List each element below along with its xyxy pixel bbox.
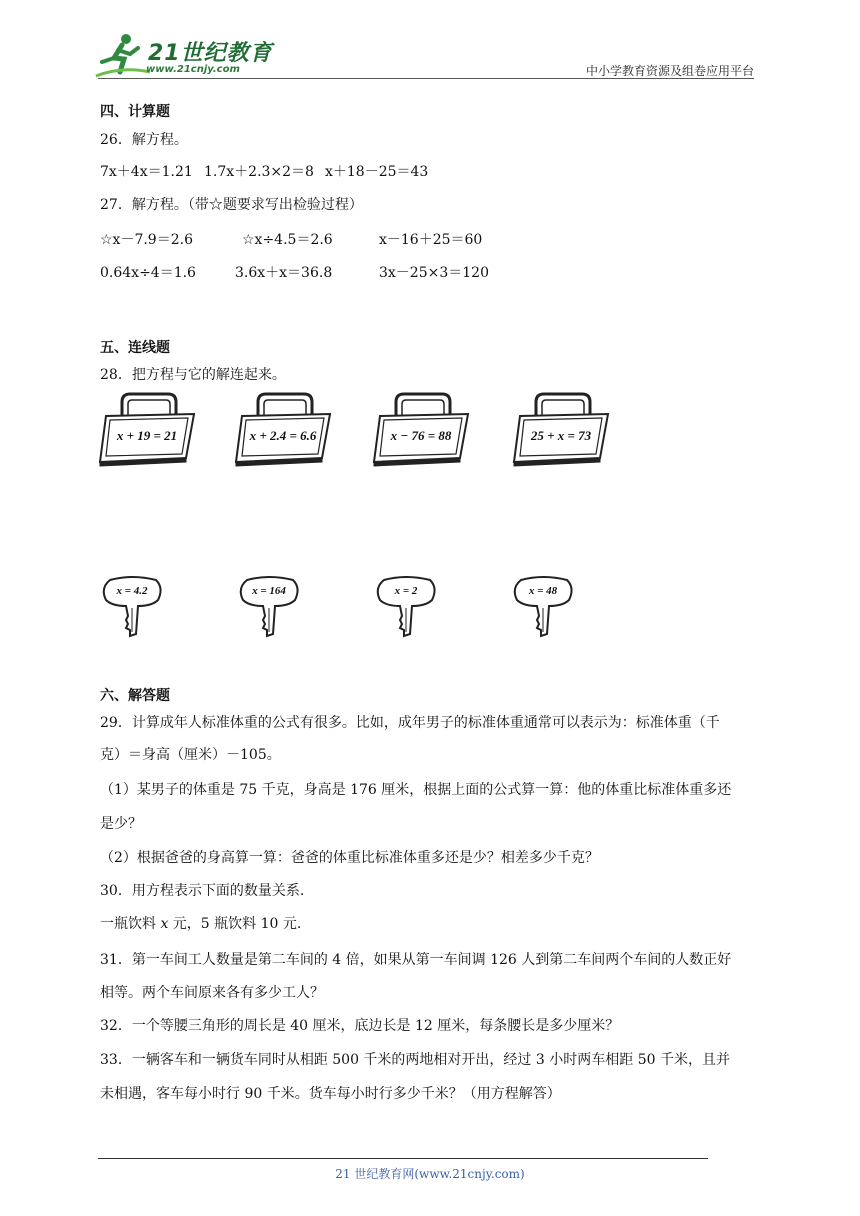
- q27-eq-5: 3.6x＋x＝36.8: [235, 265, 333, 281]
- runner-logo-icon: [92, 32, 152, 80]
- section6-title: 六、解答题: [100, 688, 170, 704]
- q28-label: 28．把方程与它的解连起来。: [100, 367, 286, 383]
- key-2[interactable]: [237, 576, 301, 638]
- q32-line1: 32．一个等腰三角形的周长是 40 厘米，底边长是 12 厘米，每条腰长是多少厘米？: [100, 1018, 620, 1034]
- q27-label: 27．解方程。（带☆题要求写出检验过程）: [100, 197, 363, 213]
- q27-eq-1: ☆x－7.9＝2.6: [100, 232, 193, 248]
- q33-line1: 33．一辆客车和一辆货车同时从相距 500 千米的两地相对开出，经过 3 小时两车相距 50 千米，且并: [100, 1052, 730, 1068]
- q31-line1: 31．第一车间工人数量是第二车间的 4 倍，如果从第一车间调 126 人到第二车间两个车间的人数正好: [100, 952, 732, 968]
- key-2-solution: x = 164: [252, 585, 286, 597]
- q26-eq-1: 7x＋4x＝1.21: [100, 164, 193, 180]
- q29-part2: （2）根据爸爸的身高算一算：爸爸的体重比标准体重多还是少？相差多少千克？: [100, 850, 599, 866]
- key-3-solution: x = 2: [394, 585, 418, 597]
- header-divider: [98, 78, 754, 79]
- key-1-solution: x = 4.2: [116, 585, 148, 597]
- key-4-solution: x = 48: [528, 585, 558, 597]
- lock-2[interactable]: [234, 392, 334, 468]
- q27-eq-2: ☆x÷4.5＝2.6: [242, 232, 333, 248]
- lock-1-equation: x + 19 = 21: [116, 428, 178, 443]
- q26-label: 26．解方程。: [100, 132, 188, 148]
- logo-url: www.21cnjy.com: [146, 64, 240, 75]
- q29-line2: 克）＝身高（厘米）－105。: [100, 747, 281, 763]
- q30-line1: 30．用方程表示下面的数量关系.: [100, 883, 305, 899]
- q29-part1-line1: （1）某男子的体重是 75 千克，身高是 176 厘米，根据上面的公式算一算：他的体重比标准体重多还: [100, 782, 732, 798]
- footer-text[interactable]: 21 世纪教育网(www.21cnjy.com): [335, 1167, 525, 1181]
- q33-line2: 未相遇，客车每小时行 90 千米。货车每小时行多少千米？（用方程解答）: [100, 1086, 561, 1102]
- lock-4[interactable]: [512, 392, 612, 468]
- footer-divider: [98, 1158, 708, 1159]
- q29-line1: 29．计算成年人标准体重的公式有很多。比如，成年男子的标准体重通常可以表示为：标准体重（千: [100, 715, 720, 731]
- q27-eq-3: x－16＋25＝60: [379, 232, 483, 248]
- header-tagline: 中小学教育资源及组卷应用平台: [585, 64, 754, 78]
- key-1[interactable]: [100, 576, 164, 638]
- logo-text: 21世纪教育: [148, 41, 273, 66]
- q30-line2-a: 一瓶饮料: [100, 916, 161, 932]
- key-3[interactable]: [374, 576, 438, 638]
- q26-eq-2: 1.7x＋2.3×2＝8: [204, 164, 314, 180]
- q31-line2: 相等。两个车间原来各有多少工人？: [100, 985, 324, 1001]
- q27-eq-6: 3x－25×3＝120: [379, 265, 489, 281]
- key-4[interactable]: [511, 576, 575, 638]
- section4-title: 四、计算题: [100, 104, 170, 120]
- lock-3-equation: x − 76 = 88: [390, 428, 452, 443]
- q30-variable: x: [160, 916, 169, 932]
- section5-title: 五、连线题: [100, 340, 170, 356]
- lock-3[interactable]: [372, 392, 472, 468]
- lock-1[interactable]: [98, 392, 198, 468]
- q30-line2: [100, 914, 301, 934]
- lock-2-equation: x + 2.4 = 6.6: [249, 428, 317, 443]
- q26-eq-3: x＋18－25＝43: [325, 164, 429, 180]
- q30-line2-b: 元，5 瓶饮料 10 元.: [168, 916, 302, 932]
- lock-4-equation: 25 + x = 73: [530, 428, 592, 443]
- q27-eq-4: 0.64x÷4＝1.6: [100, 265, 196, 281]
- q29-part1-line2: 是少？: [100, 816, 142, 832]
